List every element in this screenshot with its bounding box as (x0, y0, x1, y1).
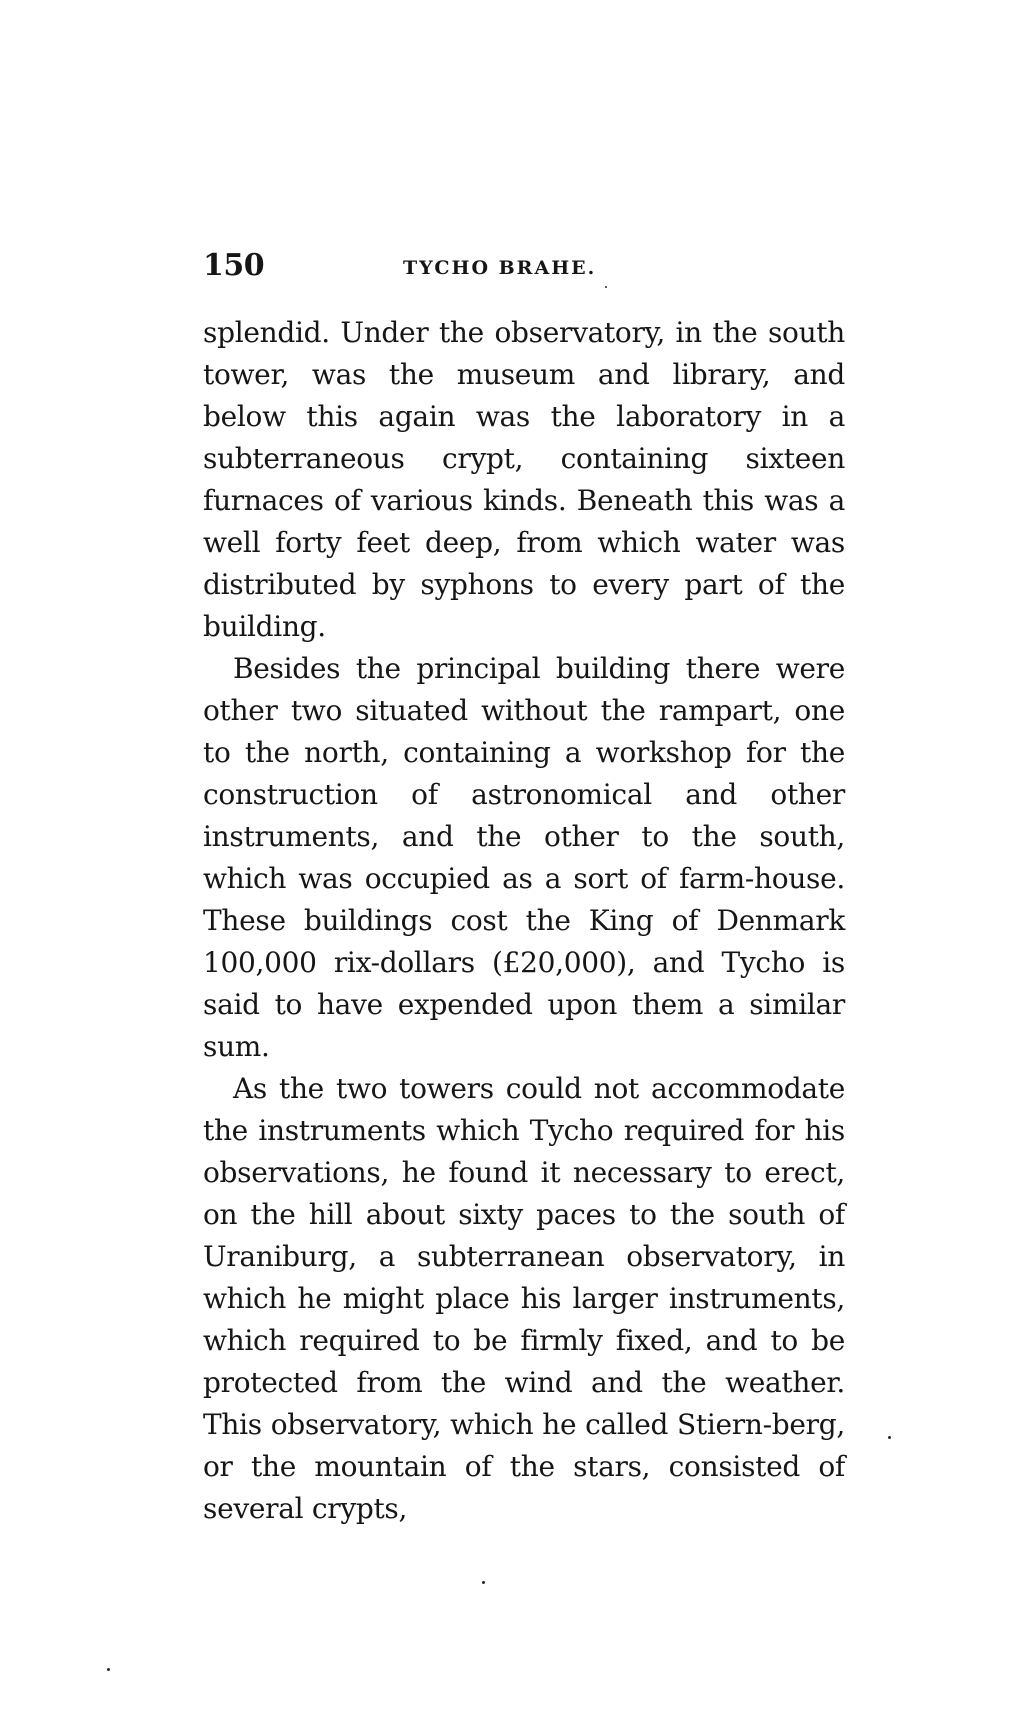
scan-speck (605, 286, 607, 288)
paragraph-2: Besides the principal building there were other two situated without the rampart, one to the north, containing a workshop for the construction of astronomical and other instruments, and the other to the south, which was occupied as a sort of farm-house. These buildings cost the King of Denmark 100,000 rix-dollars (£20,000), and Tycho is said to have expended upon them a similar sum. (203, 652, 845, 1063)
scan-speck (888, 1436, 891, 1439)
page-number: 150 (203, 248, 265, 283)
paragraph-1: splendid. Under the observatory, in the south tower, was the museum and library, and below this again was the laboratory in a subterraneous crypt, containing sixteen furnaces of various kinds. Beneath this was a well forty feet deep, from which water was distributed by syphons to every part of the building. (203, 316, 845, 643)
scan-speck (107, 1668, 110, 1671)
page-header (203, 248, 855, 288)
body-text (203, 312, 845, 1530)
paragraph-3: As the two towers could not accommodate the instruments which Tycho required for his observations, he found it necessary to erect, on the hill about sixty paces to the south of Uraniburg, a subterranean observatory, in which he might place his larger instruments, which required to be firmly fixed, and to be protected from the wind and the weather. This observatory, which he called Stiern-berg, or the mountain of the stars, consisted of several crypts, (203, 1072, 845, 1525)
running-head: TYCHO BRAHE. (403, 257, 597, 279)
scan-speck (482, 1581, 485, 1584)
